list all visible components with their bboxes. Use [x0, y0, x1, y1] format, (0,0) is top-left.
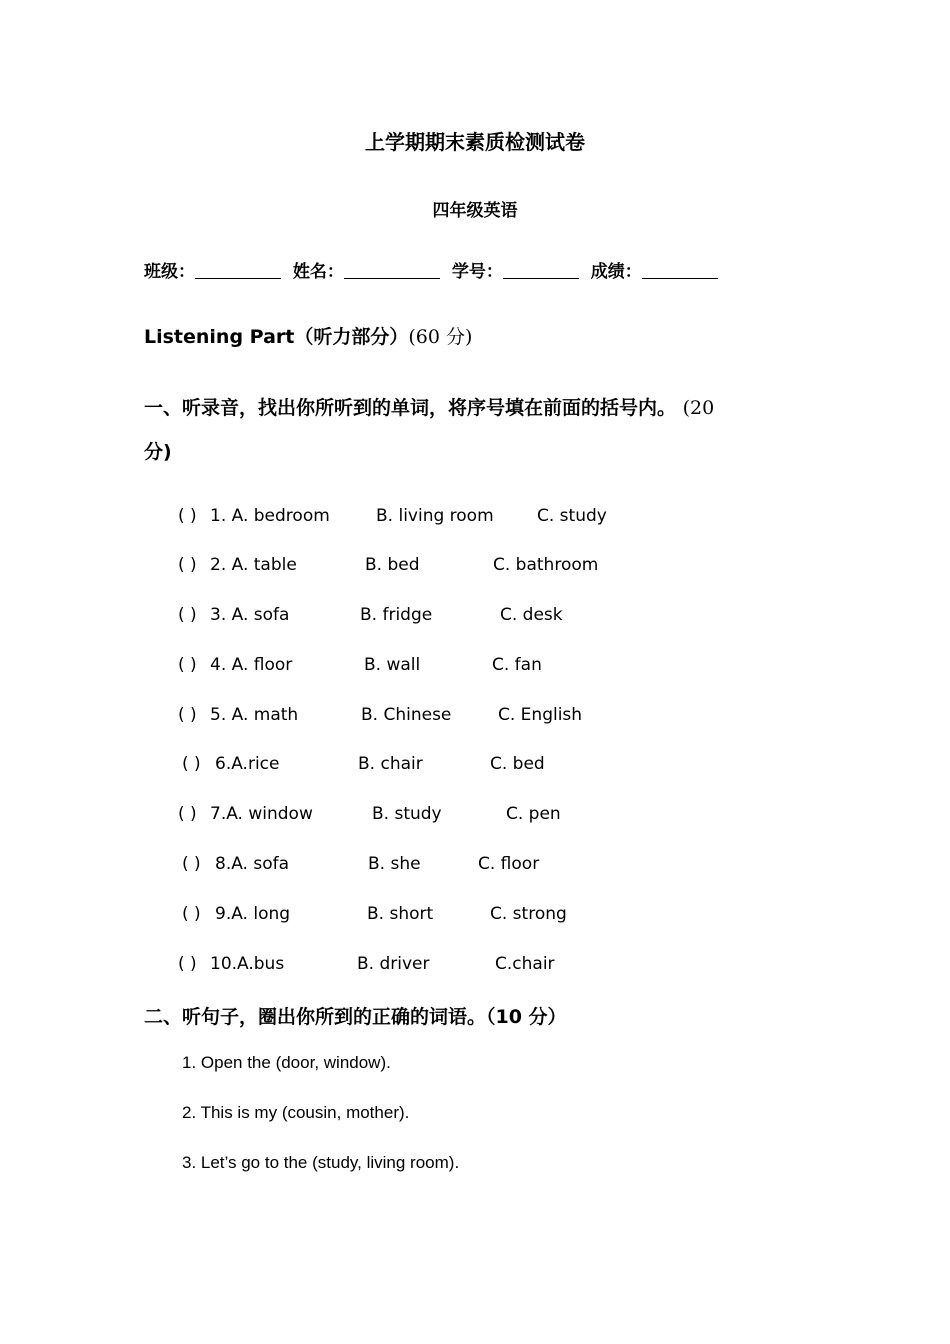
option-c: C. English	[498, 705, 583, 725]
option-b: B. fridge	[360, 605, 433, 625]
option-b: B. bed	[365, 555, 420, 575]
score-blank[interactable]	[642, 261, 718, 279]
option-c: C. floor	[478, 854, 540, 874]
option-c: C. bathroom	[493, 555, 599, 575]
option-a: 5. A. math	[210, 705, 299, 725]
answer-bracket[interactable]: ( )	[178, 705, 197, 725]
listening-part-heading: Listening Part（听力部分）(60 分)	[144, 326, 473, 348]
page-title: 上学期期末素质检测试卷	[365, 130, 585, 154]
option-c: C.chair	[495, 954, 555, 974]
section1-score-start: (20	[682, 397, 715, 419]
name-label: 姓名：	[292, 262, 344, 282]
answer-bracket[interactable]: ( )	[182, 854, 201, 874]
option-c: C. pen	[506, 804, 561, 824]
page-subtitle: 四年级英语	[432, 201, 518, 221]
score-label: 成绩：	[590, 262, 642, 282]
option-b: B. she	[368, 854, 421, 874]
answer-bracket[interactable]: ( )	[182, 904, 201, 924]
option-a: 9.A. long	[215, 904, 291, 924]
option-a: 10.A.bus	[210, 954, 285, 974]
option-b: B. wall	[364, 655, 421, 675]
option-b: B. living room	[376, 506, 494, 526]
option-b: B. chair	[358, 754, 423, 774]
student-info-row	[144, 257, 724, 282]
option-b: B. short	[367, 904, 434, 924]
option-c: C. strong	[490, 904, 567, 924]
class-label: 班级：	[144, 262, 195, 282]
option-a: 7.A. window	[210, 804, 313, 824]
class-blank[interactable]	[195, 261, 281, 279]
option-a: 3. A. sofa	[210, 605, 290, 625]
answer-bracket[interactable]: ( )	[178, 655, 197, 675]
option-a: 1. A. bedroom	[210, 506, 330, 526]
section1-heading: 一、听录音，找出你所听到的单词，将序号填在前面的括号内。 (20	[144, 397, 715, 419]
listening-part-score: (60 分)	[408, 326, 473, 348]
number-blank[interactable]	[503, 261, 579, 279]
option-c: C. bed	[490, 754, 545, 774]
sentence-item: 2. This is my (cousin, mother).	[182, 1103, 410, 1122]
answer-bracket[interactable]: ( )	[178, 804, 197, 824]
answer-bracket[interactable]: ( )	[178, 605, 197, 625]
section1-score-end: 分)	[144, 441, 172, 463]
option-b: B. Chinese	[361, 705, 452, 725]
option-b: B. driver	[357, 954, 430, 974]
option-c: C. fan	[492, 655, 542, 675]
answer-bracket[interactable]: ( )	[178, 506, 197, 526]
option-a: 2. A. table	[210, 555, 297, 575]
option-a: 6.A.rice	[215, 754, 280, 774]
name-blank[interactable]	[344, 261, 440, 279]
option-b: B. study	[372, 804, 442, 824]
section2-heading: 二、听句子，圈出你所到的正确的词语。（10 分）	[144, 1006, 567, 1028]
option-c: C. desk	[500, 605, 563, 625]
answer-bracket[interactable]: ( )	[178, 555, 197, 575]
answer-bracket[interactable]: ( )	[182, 754, 201, 774]
option-a: 8.A. sofa	[215, 854, 290, 874]
option-c: C. study	[537, 506, 607, 526]
sentence-item: 1. Open the (door, window).	[182, 1053, 391, 1072]
answer-bracket[interactable]: ( )	[178, 954, 197, 974]
sentence-item: 3. Let’s go to the (study, living room).	[182, 1153, 460, 1172]
number-label: 学号：	[451, 262, 503, 282]
option-a: 4. A. floor	[210, 655, 293, 675]
